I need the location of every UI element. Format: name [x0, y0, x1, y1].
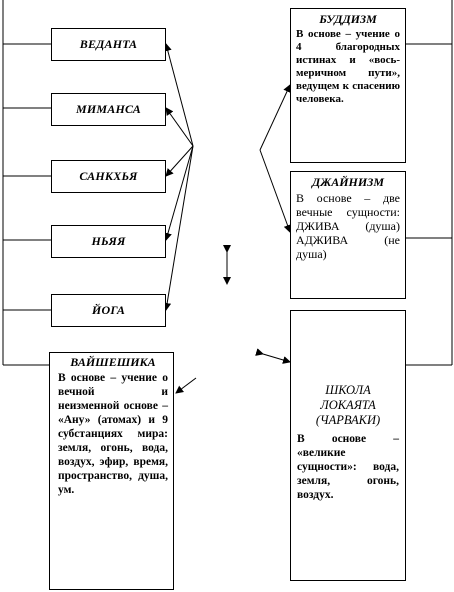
school-title-buddhism: БУДДИЗМ: [319, 12, 377, 26]
school-box-vedanta: [51, 28, 166, 61]
double-arrow-to-lokayata: [263, 354, 290, 362]
school-title-vaisheshika: ВАЙШЕШИКА: [70, 355, 156, 369]
school-box-nyaya: [51, 225, 166, 258]
arrow-to-vaisheshika: [176, 378, 196, 393]
school-box-jainism: [290, 171, 406, 299]
fan-arrow-vedanta: [166, 44, 193, 146]
school-description-vaisheshika: В основе – учение о вечной и неизменной основе – «Ану» (атомах) и 9 субстанциях мира: земля, огонь, вода, воздух, эфир, время, пространство, душа, ум.: [58, 372, 168, 496]
school-box-buddhism: [290, 8, 406, 163]
school-label-vedanta: ВЕДАНТА: [79, 37, 138, 51]
school-box-lokayata: [290, 310, 406, 581]
school-title-jainism: ДЖАЙНИЗМ: [312, 175, 384, 189]
school-description-buddhism: В основе – учение о 4 благородных истинах и «вось-меричном пути», ведущем к спасению человека.: [296, 28, 400, 105]
fan-arrow-buddhism: [260, 85, 290, 150]
school-label-yoga: ЙОГА: [91, 303, 126, 317]
school-description-jainism: В основе – две вечные сущности: ДЖИВА (душа) АДЖИВА (не душа): [296, 191, 400, 261]
fan-arrow-mimansa: [166, 108, 193, 146]
school-description-lokayata: В основе – «великие сущности»: вода, земля, огонь, воздух.: [297, 433, 399, 501]
school-label-mimansa: МИМАНСА: [76, 102, 141, 116]
school-box-yoga: [51, 294, 166, 327]
school-box-mimansa: [51, 93, 166, 126]
school-box-sankhya: [51, 160, 166, 193]
fan-arrow-yoga: [166, 146, 193, 310]
school-label-sankhya: САНКХЬЯ: [79, 169, 138, 183]
school-label-nyaya: НЬЯЯ: [91, 234, 126, 248]
school-title-lokayata: ШКОЛА ЛОКАЯТА (ЧАРВАКИ): [315, 383, 381, 427]
fan-arrow-jainism: [260, 150, 290, 232]
school-box-vaisheshika: [49, 352, 174, 590]
